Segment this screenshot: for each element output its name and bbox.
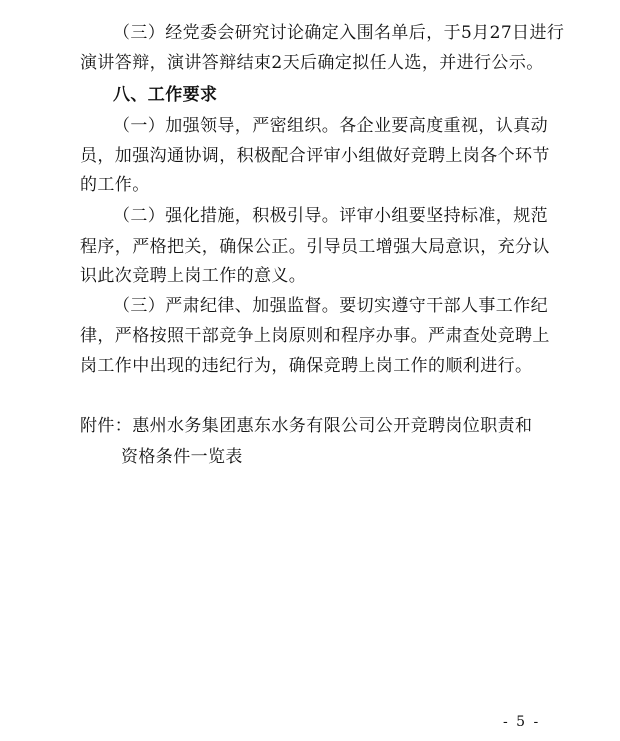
paragraph-line: （三）经党委会研究讨论确定入围名单后，于5月27日进行 [113, 23, 565, 43]
attachment-line: 附件：惠州水务集团惠东水务有限公司公开竞聘岗位职责和 [80, 416, 533, 436]
paragraph-line: 演讲答辩，演讲答辩结束2天后确定拟任人选，并进行公示。 [80, 53, 544, 73]
paragraph-line: （三）严肃纪律、加强监督。要切实遵守干部人事工作纪 [113, 296, 548, 316]
paragraph-line: 识此次竞聘上岗工作的意义。 [80, 266, 307, 286]
paragraph-line: 程序，严格把关，确保公正。引导员工增强大局意识，充分认 [80, 237, 550, 257]
paragraph-line: （二）强化措施，积极引导。评审小组要坚持标准，规范 [113, 206, 548, 226]
attachment-line: 资格条件一览表 [121, 447, 243, 467]
paragraph-line: （一）加强领导，严密组织。各企业要高度重视，认真动 [113, 116, 548, 136]
paragraph-line: 律，严格按照干部竞争上岗原则和程序办事。严肃查处竞聘上 [80, 326, 550, 346]
paragraph-line: 员，加强沟通协调，积极配合评审小组做好竞聘上岗各个环节 [80, 146, 550, 166]
paragraph-line: 岗工作中出现的违纪行为，确保竞聘上岗工作的顺利进行。 [80, 356, 533, 376]
section-heading: 八、工作要求 [113, 85, 218, 105]
paragraph-line: 的工作。 [80, 175, 150, 195]
page-number: - 5 - [503, 714, 541, 730]
